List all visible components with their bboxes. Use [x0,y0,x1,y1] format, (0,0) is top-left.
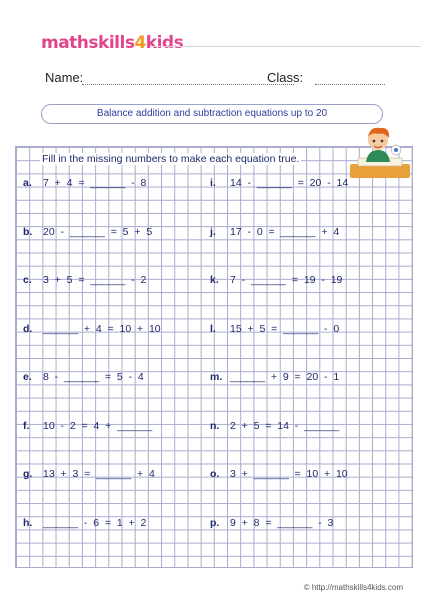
graph-paper-background [15,146,413,568]
worksheet-title: Balance addition and subtraction equations up to 20 [41,104,383,124]
name-blank [82,84,294,85]
logo-part-skills: skills [88,33,135,53]
logo-part-kids: kids [145,33,184,53]
equation-f [23,420,152,432]
equation-text: 15 + 5 = ______ - 0 [230,322,340,335]
equation-text: 14 - ______ = 20 - 14 [230,177,349,189]
equation-text: 3 + ______ = 10 + 10 [230,468,348,480]
equation-letter: f. [23,419,30,432]
logo-part-4: 4 [134,33,146,53]
header-divider [150,46,421,47]
reading-boy-illustration [348,124,412,180]
equation-letter: n. [210,419,220,432]
footer-url: © http://mathskills4kids.com [303,583,403,592]
equation-letter: h. [23,516,33,529]
equation-text: 8 - ______ = 5 - 4 [43,371,144,383]
equation-letter: p. [210,516,220,529]
equation-letter: d. [23,322,33,335]
equation-n [210,420,339,432]
equation-text: 9 + 8 = ______ - 3 [230,516,334,529]
equation-text: 3 + 5 = ______ - 2 [43,274,147,286]
equation-text: 7 - ______ = 19 - 19 [230,274,343,286]
equation-text: 20 - ______ = 5 + 5 [43,225,153,238]
equation-k [210,274,342,286]
equation-letter: j. [210,225,216,238]
equation-text: ______ + 9 = 20 - 1 [230,371,340,383]
class-blank [315,84,385,85]
name-label: Name: [45,70,84,85]
equation-text: 13 + 3 = ______ + 4 [43,468,155,480]
equation-letter: m. [210,371,223,383]
equation-g [23,468,155,480]
equation-m [210,371,339,383]
class-label: Class: [267,70,304,85]
equation-a [23,177,146,189]
equation-letter: l. [210,322,216,335]
equation-text: 10 - 2 = 4 + ______ [43,419,153,432]
logo-part-math: math [41,33,89,53]
equation-o [210,468,348,480]
equation-c [23,274,146,286]
equation-letter: e. [23,371,32,383]
equation-b [23,226,152,238]
equation-letter: a. [23,177,32,189]
equation-text: ______ - 6 = 1 + 2 [43,516,147,529]
equation-letter: k. [210,274,219,286]
equation-text: ______ + 4 = 10 + 10 [43,322,161,335]
equation-text: 17 - 0 = ______ + 4 [230,225,340,238]
equation-letter: c. [23,274,32,286]
equation-l [210,323,339,335]
site-logo [41,33,183,55]
equation-e [23,371,144,383]
equation-d [23,323,161,335]
equation-letter: i. [210,177,216,189]
equation-text: 7 + 4 = ______ - 8 [43,177,147,189]
equation-i [210,177,348,189]
equation-letter: g. [23,468,33,480]
equation-p [210,517,333,529]
equation-letter: b. [23,225,33,238]
equation-letter: o. [210,468,220,480]
equation-h [23,517,146,529]
equation-j [210,226,339,238]
instruction-text: Fill in the missing numbers to make each equation true. [42,153,300,165]
equation-text: 2 + 5 = 14 - ______ [230,419,340,432]
